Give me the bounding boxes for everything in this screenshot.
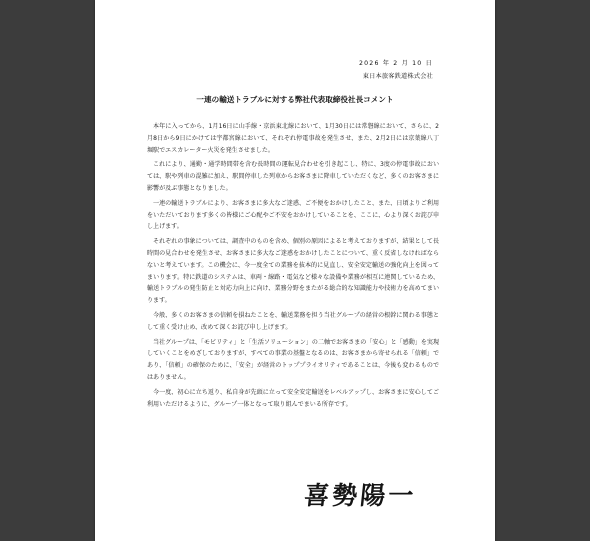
issuer-name: 東日本旅客鉄道株式会社: [362, 73, 433, 80]
paragraph: 今般、多くのお客さまの信頼を損ねたことを、輸送業務を担う当社グループの経営の根幹に関わる事態として重く受け止め、改めて深くお詫び申し上げます。: [147, 312, 439, 331]
paragraph: 本年に入ってから、1月16日に山手線・京浜東北線において、1月30日には常磐線において、さらに、2月8日から9日にかけては宇都宮線において、それぞれ停電事故を発生させ、また、2月2日には京葉線八丁堀駅でエスカレーター火災を発生させました。: [147, 123, 439, 154]
paragraph: 今一度、初心に立ち返り、私自身が先頭に立って安全安定輸送をレベルアップし、お客さまに安心してご利用いただけるように、グループ一体となって取り組んでまいる所存です。: [147, 388, 439, 408]
paragraph: 一連の輸送トラブルにより、お客さまに多大なご迷惑、ご不便をおかけしたこと、また、日頃よりご利用をいただいております多くの皆様にご心配やご不安をおかけしていることを、ここに、心より深くお詫び申し上げます。: [147, 199, 439, 231]
document-body: [147, 121, 439, 414]
svg-text:喜勢陽一: 喜勢陽一: [303, 480, 418, 510]
paragraph: 当社グループは、「モビリティ」と「生活ソリューション」の二軸でお客さまの「安心」と「感動」を実現していくことをめざしておりますが、すべての事業の基盤となるのは、お客さまから寄せられる「信頼」であり、「信頼」の確保のために、「安全」が経営のトッププライオリティであることは、今後も変わるものではありません。: [147, 338, 439, 381]
paragraph: それぞれの事象については、調査中のものを含め、個別の原因によると考えておりますが、結果として長時間の見合わせを発生させ、お客さまに多大なご迷惑をおかけしたことについて、重く反省しなければならないと考えています。この機会に、今一度全ての業務を抜本的に見直し、安全安定輸送の強化向上を図ってまいります。特に鉄道のシステムは、車両・線路・電気など様々な設備や業務が相互に連関しているため、輸送トラブルの発生防止と対応力向上に向け、業務分野をまたがる総合的な知識能力や技術力を高めてまいります。: [147, 238, 439, 305]
document-date: 2026 年 2 月 10 日: [359, 60, 433, 67]
paragraph: これにより、通勤・通学時間帯を含む長時間の運転見合わせを引き起こし、特に、3度の停電事故においては、駅や列車の混雑に加え、駅間停車した列車からお客さまに降車していただくなど、多くのお客さまに影響が及ぶ事態となりました。: [147, 161, 439, 192]
document-title: 一連の輸送トラブルに対する弊社代表取締役社長コメント: [196, 95, 394, 104]
document-page: [95, 0, 495, 541]
handwritten-signature: [303, 470, 433, 516]
